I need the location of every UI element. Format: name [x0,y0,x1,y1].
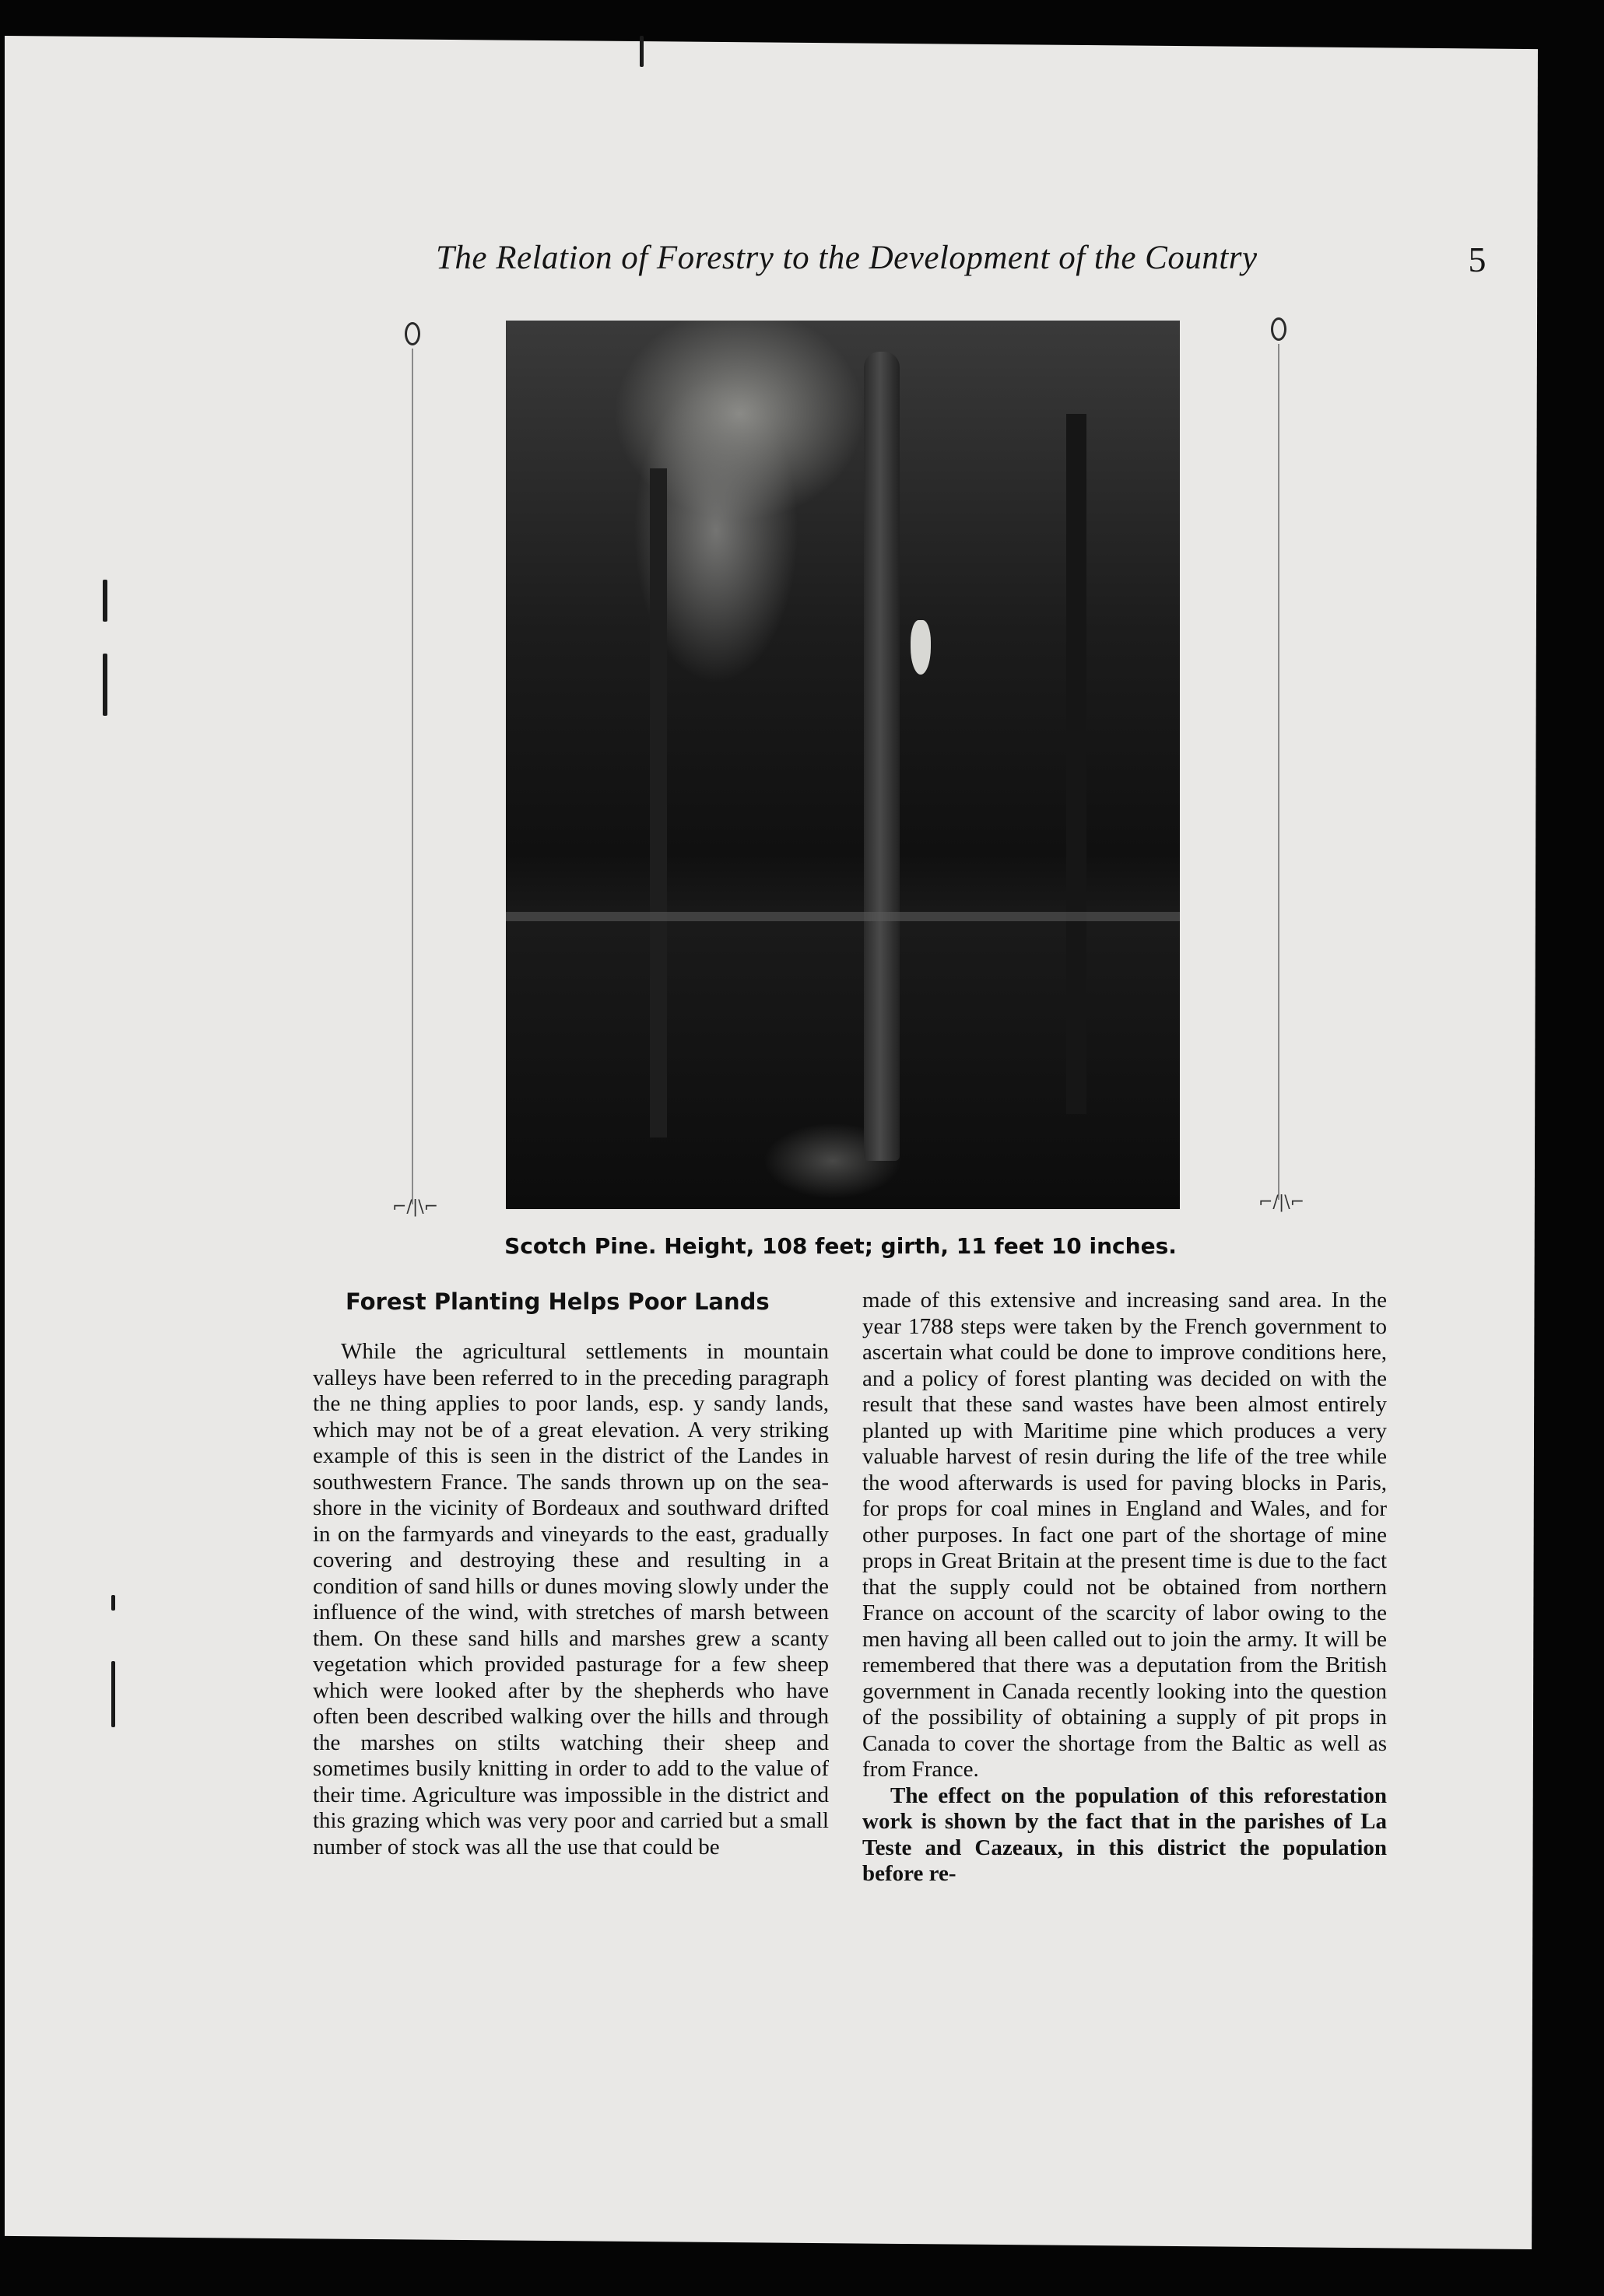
scan-mark [111,1661,115,1727]
photo-ground-line [506,912,1180,921]
ornament-foot: ⌐/|\⌐ [1258,1193,1305,1212]
section-heading: Forest Planting Helps Poor Lands [346,1288,770,1315]
photo-tree-trunk [650,468,667,1137]
scan-mark [103,654,107,716]
figure-caption: Scotch Pine. Height, 108 feet; girth, 11 feet 10 inches. [504,1233,1177,1259]
ornament-knob [1271,317,1286,341]
scan-mark [640,36,644,67]
ornament-knob [405,322,420,345]
decorative-rule-right [1258,317,1305,1220]
paragraph: made of this extensive and increasing sand area. In the year 1788 steps were taken by the French government to ascertain what could be done to improve conditions here, and a policy of forest planting was decided on with the result that these sand wastes have been almost entirely planted up with Maritime pine which produces a very valuable harvest of resin during the life of the tree while the wood afterwards is used for paving blocks in Paris, for props for coal mines in England and Wales, and for other purposes. In fact one part of the shortage of mine props in Great Britain at the present time is due to the fact that the supply could not be obtained from northern France on account of the scarcity of labor owing to the men having all been called out to join the army. It will be remembered that there was a deputation from the British government in Canada recently looking into the question of the possibility of obtaining a supply of pit props in Canada to cover the shortage from the Baltic as well as from France. [862,1288,1387,1782]
scan-mark [111,1595,115,1611]
decorative-rule-left [392,322,439,1225]
photo-tree-trunk [1066,414,1086,1114]
running-title: The Relation of Forestry to the Development of the Country [436,240,1258,276]
page-number: 5 [1468,240,1486,279]
ornament-foot: ⌐/|\⌐ [392,1197,439,1217]
ornament-line [412,349,413,1204]
running-header [436,239,1486,286]
photo-main-pine-trunk [864,352,900,1161]
text-column-right [862,1288,1387,1888]
paragraph: While the agricultural settlements in mountain valleys have been referred to in the preceding paragraph the ne thing applies to poor lands, esp. y sandy lands, which may not be of a great elevation. A very striking example of this is seen in the district of the Landes in southwestern France. The sands thrown up on the sea-shore in the vicinity of Bordeaux and southward drifted in on the farmyards and vineyards to the east, gradually covering and destroying these and resulting in a condition of sand hills or dunes moving slowly under the influence of the wind, with stretches of marsh between them. On these sand hills and marshes grew a scanty vegetation which provided pasturage for a few sheep which were looked after by the shepherds who have often been described walking over the hills and through the marshes on stilts watching their sheep and sometimes busily knitting in order to add to the value of their time. Agriculture was impossible in the district and this grazing which was very poor and carried but a small number of stock was all the use that could be [313,1339,829,1860]
photo-bark-highlight [911,620,931,675]
scotch-pine-photograph [506,321,1180,1209]
text-column-left [313,1288,829,1860]
ornament-line [1278,344,1279,1200]
paragraph: The effect on the population of this reforestation work is shown by the fact that in the parishes of La Teste and Cazeaux, in this district the population before re- [862,1782,1387,1886]
scan-mark [103,580,107,622]
